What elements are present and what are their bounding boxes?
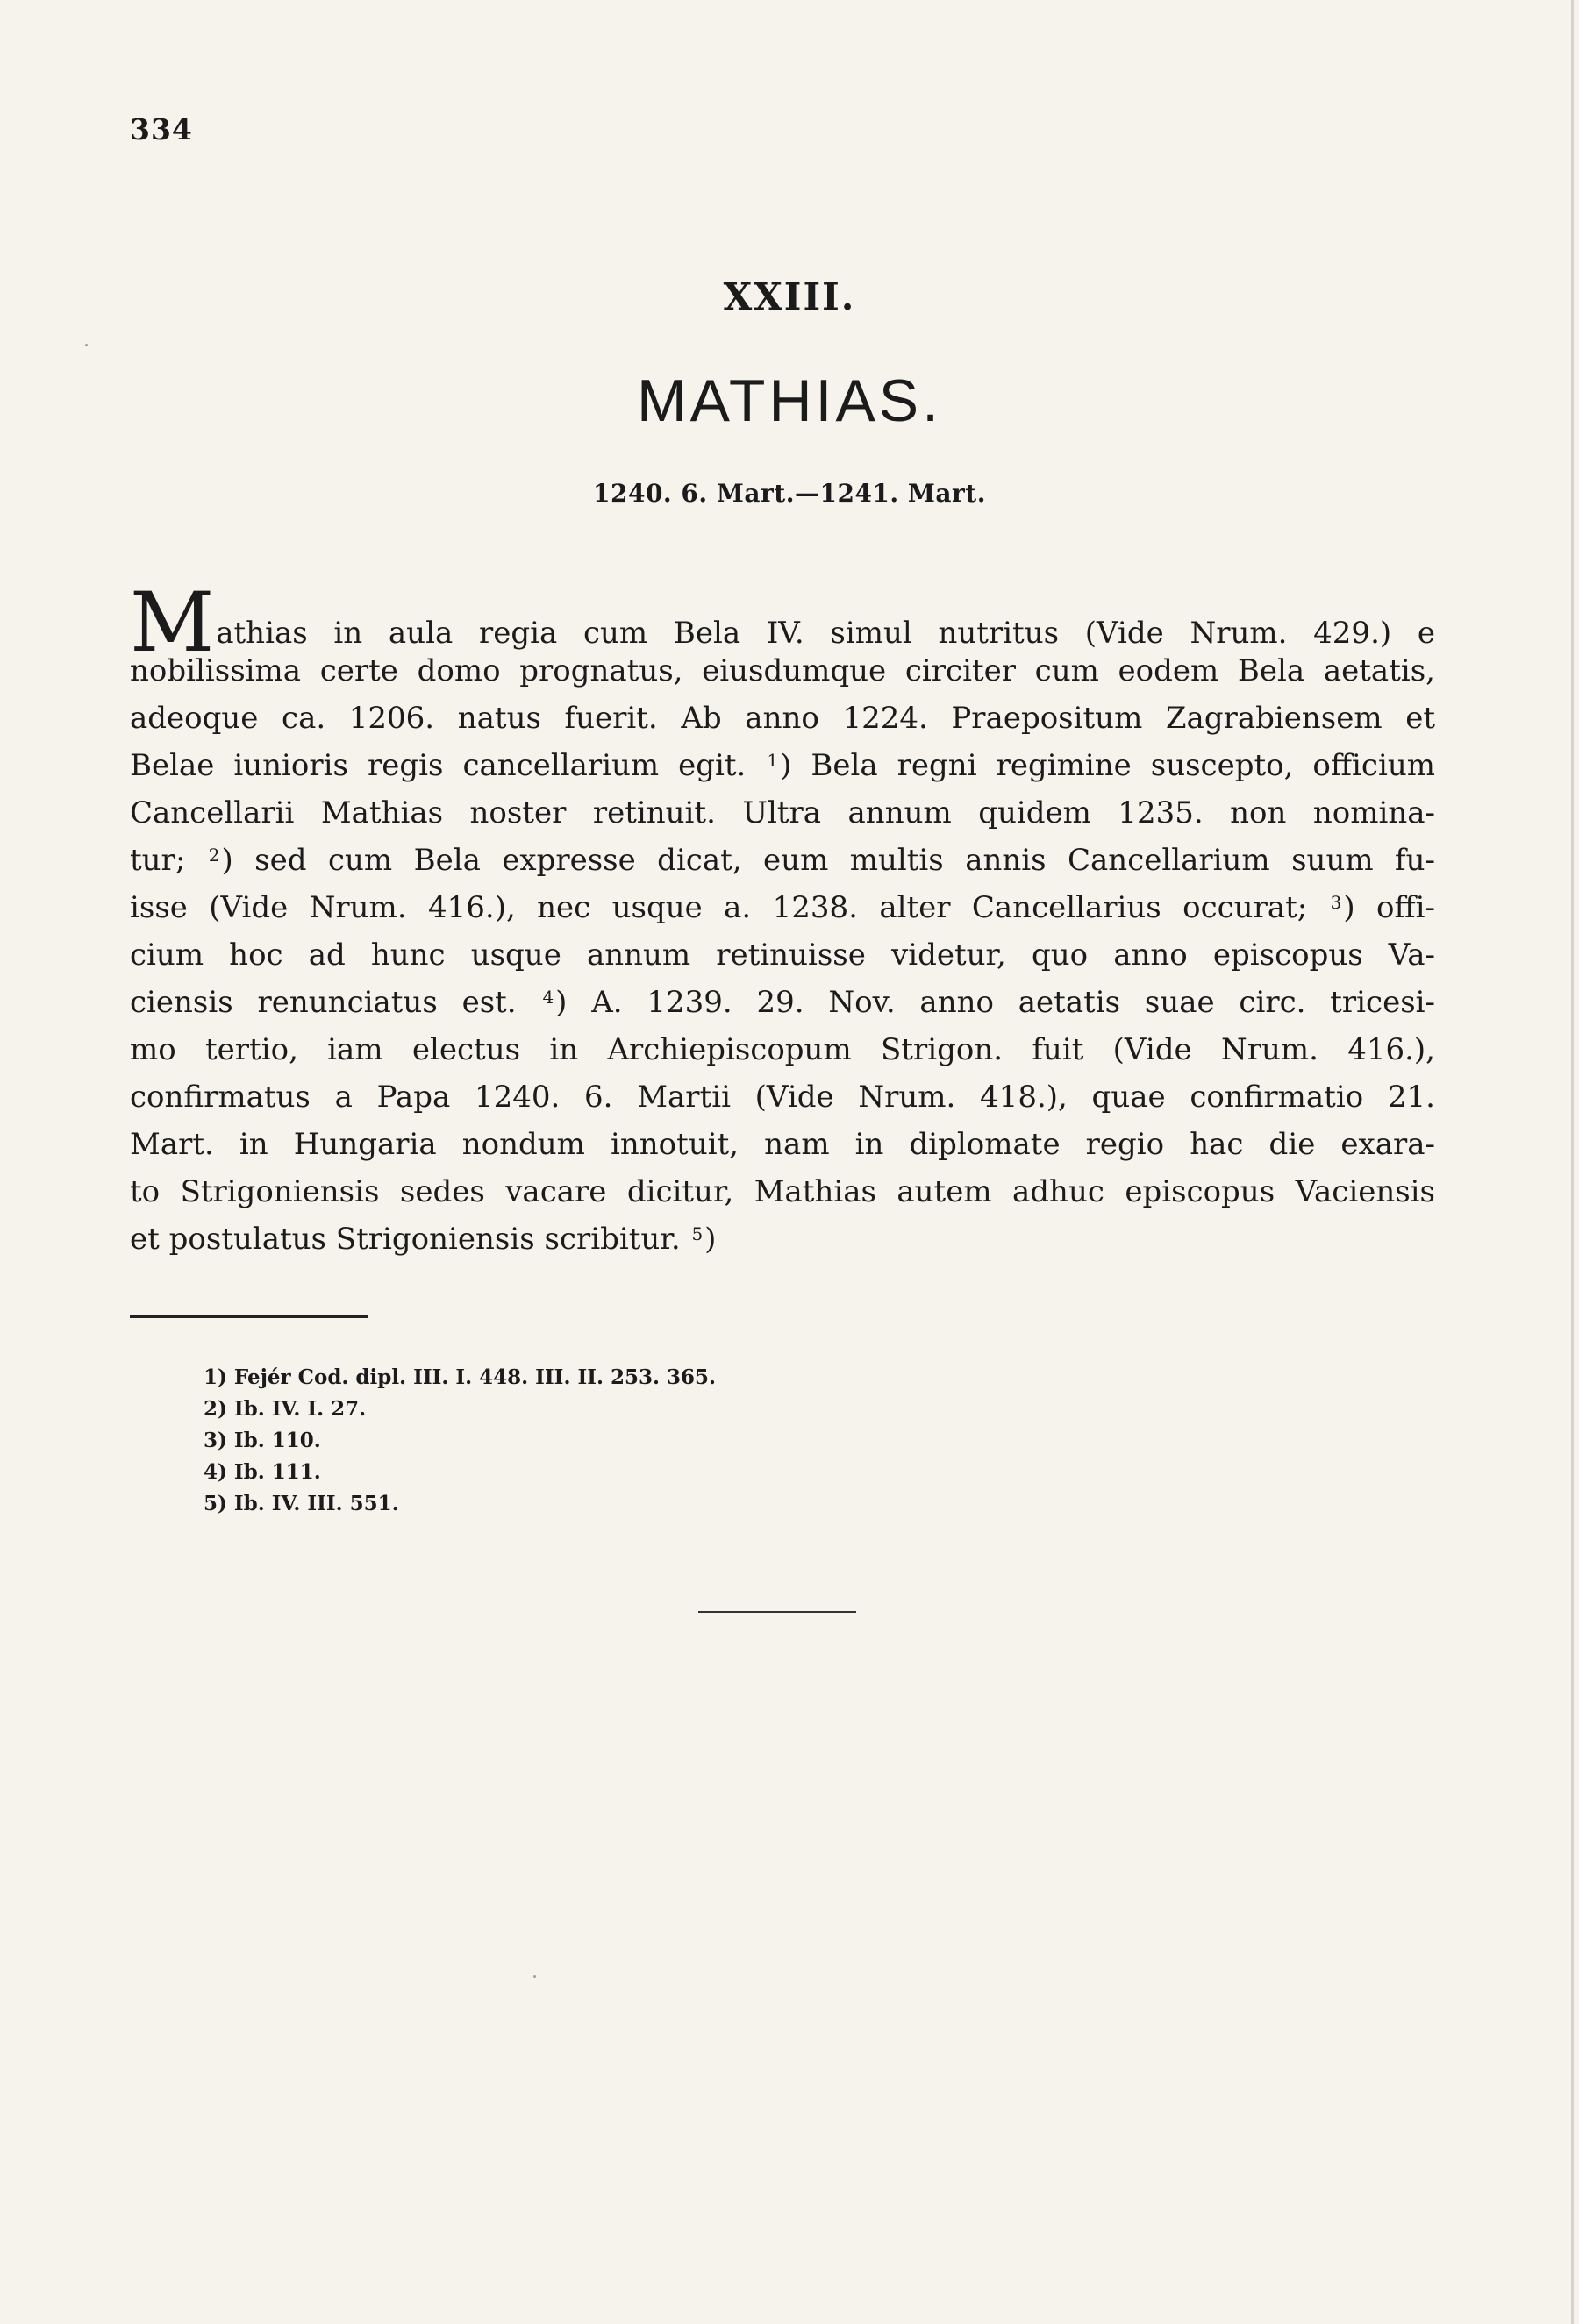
body-line-text: ) — [704, 1222, 717, 1257]
body-line-text: ) Bela regni regimine suscepto, officium — [780, 748, 1435, 783]
body-paragraph — [130, 575, 1436, 1263]
footnote: 3) Ib. 110. — [204, 1429, 321, 1452]
footnote-ref: 2 — [208, 845, 220, 866]
body-line-text: isse (Vide Nrum. 416.), nec usque a. 1238. alter Cancellarius occurat; — [130, 890, 1308, 925]
footnote-ref: 3 — [1330, 892, 1342, 913]
body-line — [130, 1121, 1435, 1168]
body-line — [130, 789, 1435, 837]
body-line-text: to Strigoniensis sedes vacare dicitur, Mathias autem adhuc episcopus Vaciensis — [130, 1174, 1435, 1209]
body-line-text: ) sed cum Bela expresse dicat, eum multis annis Cancellarium suum fu- — [221, 843, 1435, 878]
drop-initial: M — [130, 575, 215, 671]
footnote-ref: 5 — [691, 1223, 704, 1244]
body-line-text: cium hoc ad hunc usque annum retinuisse videtur, quo anno episcopus Va- — [130, 937, 1435, 973]
body-line — [130, 695, 1435, 742]
body-line — [130, 884, 1435, 931]
body-line-text: tur; — [130, 843, 186, 878]
scan-speck — [533, 1975, 536, 1978]
body-line — [130, 837, 1435, 884]
body-line — [130, 1073, 1435, 1121]
chapter-title: MATHIAS. — [636, 367, 943, 434]
body-line-text: athias in aula regia cum Bela IV. simul nutritus (Vide Nrum. 429.) e — [216, 616, 1435, 651]
body-line-text: nobilissima certe domo prognatus, eiusdumque circiter cum eodem Bela aetatis, — [130, 653, 1435, 688]
page-edge-shadow — [1571, 0, 1574, 2324]
body-line-text: mo tertio, iam electus in Archiepiscopum Strigon. fuit (Vide Nrum. 416.), — [130, 1032, 1435, 1067]
end-rule — [698, 1611, 856, 1613]
body-line — [130, 979, 1435, 1026]
body-line — [130, 1168, 1435, 1215]
body-line — [130, 1215, 1435, 1263]
body-line-text: et postulatus Strigoniensis scribitur. — [130, 1222, 681, 1257]
footnote-ref: 4 — [542, 987, 554, 1008]
footnote: 2) Ib. IV. I. 27. — [204, 1397, 367, 1421]
footnote-ref: 1 — [767, 750, 779, 771]
body-line-text: ) A. 1239. 29. Nov. anno aetatis suae circ. tricesi- — [555, 985, 1436, 1020]
footnote: 5) Ib. IV. III. 551. — [204, 1492, 399, 1515]
body-line-text: Cancellarii Mathias noster retinuit. Ultra annum quidem 1235. non nomina- — [130, 795, 1435, 831]
footnote: 1) Fejér Cod. dipl. III. I. 448. III. II. 253. 365. — [204, 1365, 717, 1389]
footnote: 4) Ib. 111. — [204, 1460, 321, 1484]
body-line — [130, 931, 1435, 979]
chapter-date-range: 1240. 6. Mart.—1241. Mart. — [593, 479, 986, 508]
body-line-text: Mart. in Hungaria nondum innotuit, nam in diplomate regio hac die exara- — [130, 1127, 1435, 1162]
body-line — [130, 1026, 1435, 1073]
scan-speck — [85, 344, 88, 346]
body-line-text: confirmatus a Papa 1240. 6. Martii (Vide Nrum. 418.), quae confirmatio 21. — [130, 1080, 1435, 1115]
body-line-text: adeoque ca. 1206. natus fuerit. Ab anno 1224. Praepositum Zagrabiensem et — [130, 701, 1435, 736]
footnotes — [204, 1362, 993, 1520]
page-number: 334 — [130, 112, 193, 146]
body-line — [130, 742, 1435, 789]
chapter-number: XXIII. — [723, 275, 856, 318]
body-line-text: ciensis renunciatus est. — [130, 985, 517, 1020]
body-line-text: ) offi- — [1343, 890, 1436, 925]
footnote-separator — [130, 1315, 368, 1318]
body-line-text: Belae iunioris regis cancellarium egit. — [130, 748, 747, 783]
body-line — [130, 647, 1435, 695]
